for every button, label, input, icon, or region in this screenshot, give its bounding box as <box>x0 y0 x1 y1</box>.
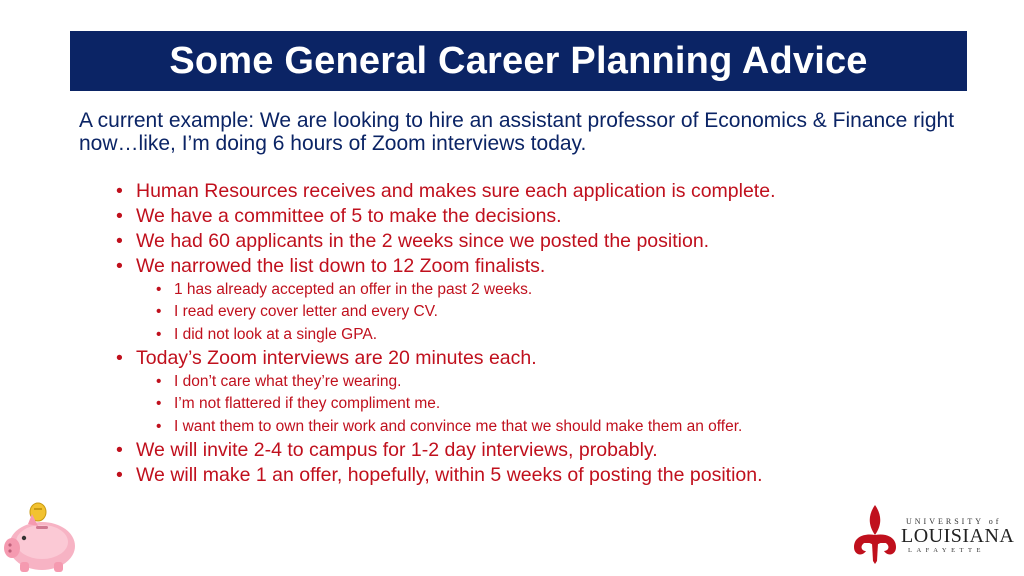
bullet-text: I read every cover letter and every CV. <box>174 303 438 321</box>
bullet-text: We narrowed the list down to 12 Zoom finalists. <box>136 255 546 277</box>
title-bar <box>70 31 967 91</box>
bullet-marker: • <box>116 463 123 486</box>
bullet-marker: • <box>116 255 123 277</box>
bullet-text: We had 60 applicants in the 2 weeks since we posted the position. <box>136 230 710 252</box>
bullet-marker: • <box>156 281 162 298</box>
slide-title: Some General Career Planning Advice <box>169 39 868 82</box>
logo-main-text: LOUISIANA <box>901 525 1015 547</box>
logo-bottom-text: LAFAYETTE <box>908 547 985 554</box>
bullet-marker: • <box>116 230 123 252</box>
university-logo <box>850 503 1015 565</box>
fleur-de-lis-icon <box>850 503 900 565</box>
logo-top-text: UNIVERSITY of <box>906 517 1002 526</box>
intro-paragraph: A current example: We are looking to hire an assistant professor of Economics & Finance right now…like, I’m doing 6 hours of Zoom interviews today. <box>79 109 955 155</box>
bullet-text: I want them to own their work and convince me that we should make them an offer. <box>174 417 743 435</box>
bullet-text: 1 has already accepted an offer in the past 2 weeks. <box>174 281 533 298</box>
bullet-marker: • <box>156 417 162 435</box>
bullet-text: Today’s Zoom interviews are 20 minutes each. <box>136 346 537 369</box>
bullet-text: Human Resources receives and makes sure each application is complete. <box>136 180 776 202</box>
bullet-text: We will invite 2-4 to campus for 1-2 day interviews, probably. <box>136 438 658 461</box>
bullet-text: I did not look at a single GPA. <box>174 325 378 343</box>
bullet-marker: • <box>116 180 123 202</box>
bullet-marker: • <box>116 438 123 461</box>
bullet-marker: • <box>156 372 162 390</box>
bullet-text: We will make 1 an offer, hopefully, within 5 weeks of posting the position. <box>136 463 763 486</box>
bullet-text: We have a committee of 5 to make the decisions. <box>136 205 562 227</box>
bullet-marker: • <box>116 205 123 227</box>
bullet-marker: • <box>116 346 123 369</box>
bullet-marker: • <box>156 325 162 343</box>
bullet-marker: • <box>156 395 162 413</box>
piggy-bank-icon <box>2 500 82 576</box>
bullet-text: I’m not flattered if they compliment me. <box>174 395 441 413</box>
bullet-text: I don’t care what they’re wearing. <box>174 372 402 390</box>
bullet-marker: • <box>156 303 162 321</box>
